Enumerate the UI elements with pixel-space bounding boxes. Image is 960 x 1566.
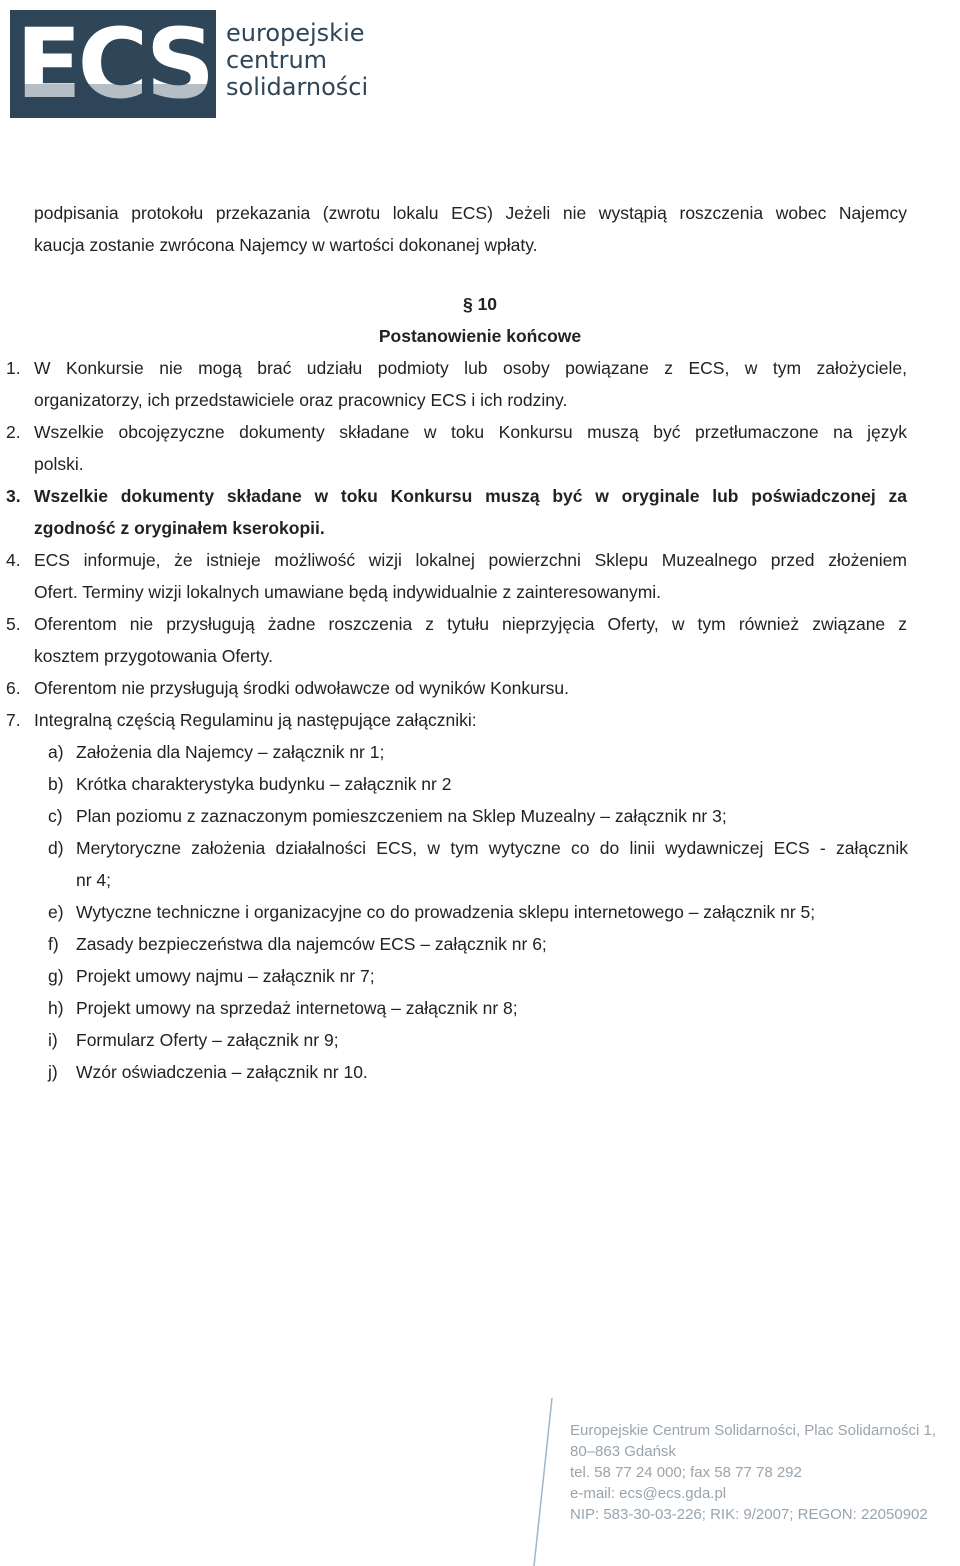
- logo-letters: ECS: [16, 10, 211, 118]
- attachment-letter: f): [48, 934, 59, 954]
- item-1-line-1: W Konkursie nie mogą brać udziału podmioty lub osoby powiązane z ECS, w tym założyciele,: [34, 358, 907, 378]
- item-3-line-1: Wszelkie dokumenty składane w toku Konkursu muszą być w oryginale lub poświadczonej za: [34, 486, 907, 506]
- item-number: 6.: [6, 678, 21, 698]
- section-number: § 10: [462, 294, 498, 314]
- item-5-line-1: Oferentom nie przysługują żadne roszczenia z tytułu nieprzyjęcia Oferty, w tym również związane z: [34, 614, 907, 634]
- logo-word-3: solidarności: [226, 73, 369, 101]
- item-2-line-1: Wszelkie obcojęzyczne dokumenty składane w toku Konkursu muszą być przetłumaczone na język: [34, 422, 907, 442]
- attachment-letter: h): [48, 998, 64, 1018]
- item-number: 1.: [6, 358, 21, 378]
- attachment-item-continued: nr 4;: [76, 870, 112, 890]
- attachment-item: Wytyczne techniczne i organizacyjne co do prowadzenia sklepu internetowego – załącznik nr 5;: [76, 902, 816, 922]
- footer-address: [570, 1420, 936, 1525]
- ecs-logo: [10, 10, 369, 120]
- attachment-item: Zasady bezpieczeństwa dla najemców ECS – załącznik nr 6;: [76, 934, 547, 954]
- attachment-item: Założenia dla Najemcy – załącznik nr 1;: [76, 742, 385, 762]
- item-7-line-1: Integralną częścią Regulaminu ją następujące załączniki:: [34, 710, 477, 730]
- footer-line-1: Europejskie Centrum Solidarności, Plac Solidarności 1,: [570, 1422, 937, 1439]
- item-2-line-2: polski.: [34, 454, 84, 474]
- intro-line-2: kaucja zostanie zwrócona Najemcy w wartości dokonanej wpłaty.: [34, 235, 538, 255]
- item-5-line-2: kosztem przygotowania Oferty.: [34, 646, 273, 666]
- attachment-item: Merytoryczne założenia działalności ECS, w tym wytyczne co do linii wydawniczej ECS - załącznik: [76, 838, 908, 858]
- section-title: Postanowienie końcowe: [378, 326, 582, 346]
- footer-line-5: NIP: 583-30-03-226; RIK: 9/2007; REGON: 22050902: [570, 1506, 928, 1523]
- item-1-line-2: organizatorzy, ich przedstawiciele oraz pracownicy ECS i ich rodziny.: [34, 390, 568, 410]
- attachment-letter: c): [48, 806, 63, 826]
- logo-shade: [10, 84, 216, 118]
- item-number: 2.: [6, 422, 21, 442]
- footer-email: e-mail: ecs@ecs.gda.pl: [570, 1485, 727, 1502]
- logo-word-1: europejskie: [226, 19, 365, 47]
- logo-wordmark: [226, 20, 368, 101]
- item-3-line-2: zgodność z oryginałem kserokopii.: [34, 518, 325, 538]
- footer-line-2: 80–863 Gdańsk: [570, 1443, 676, 1460]
- logo-word-2: centrum: [226, 46, 328, 74]
- attachment-letter: i): [48, 1030, 58, 1050]
- item-4-line-1: ECS informuje, że istnieje możliwość wizji lokalnej powierzchni Sklepu Muzealnego przed złożeniem: [34, 550, 907, 570]
- attachment-letter: d): [48, 838, 64, 858]
- attachment-item: Plan poziomu z zaznaczonym pomieszczeniem na Sklep Muzealny – załącznik nr 3;: [76, 806, 727, 826]
- attachment-item: Projekt umowy na sprzedaż internetową – załącznik nr 8;: [76, 998, 518, 1018]
- item-number: 7.: [6, 710, 21, 730]
- intro-line-1: podpisania protokołu przekazania (zwrotu lokalu ECS) Jeżeli nie wystąpią roszczenia wobec Najemcy: [34, 203, 907, 223]
- attachment-letter: e): [48, 902, 64, 922]
- attachment-item: Projekt umowy najmu – załącznik nr 7;: [76, 966, 375, 986]
- footer-line-3: tel. 58 77 24 000; fax 58 77 78 292: [570, 1464, 802, 1481]
- attachment-letter: g): [48, 966, 64, 986]
- item-number: 3.: [6, 486, 21, 506]
- item-4-line-2: Ofert. Terminy wizji lokalnych umawiane będą indywidualnie z zainteresowanymi.: [34, 582, 662, 602]
- attachment-item: Wzór oświadczenia – załącznik nr 10.: [76, 1062, 368, 1082]
- attachment-letter: a): [48, 742, 64, 762]
- attachment-letter: j): [48, 1062, 58, 1082]
- logo-mark: [10, 10, 216, 118]
- footer-divider: [532, 1398, 562, 1566]
- attachment-letter: b): [48, 774, 64, 794]
- attachment-item: Formularz Oferty – załącznik nr 9;: [76, 1030, 339, 1050]
- item-number: 5.: [6, 614, 21, 634]
- attachment-item: Krótka charakterystyka budynku – załącznik nr 2: [76, 774, 452, 794]
- item-6-line-1: Oferentom nie przysługują środki odwoławcze od wyników Konkursu.: [34, 678, 569, 698]
- item-number: 4.: [6, 550, 21, 570]
